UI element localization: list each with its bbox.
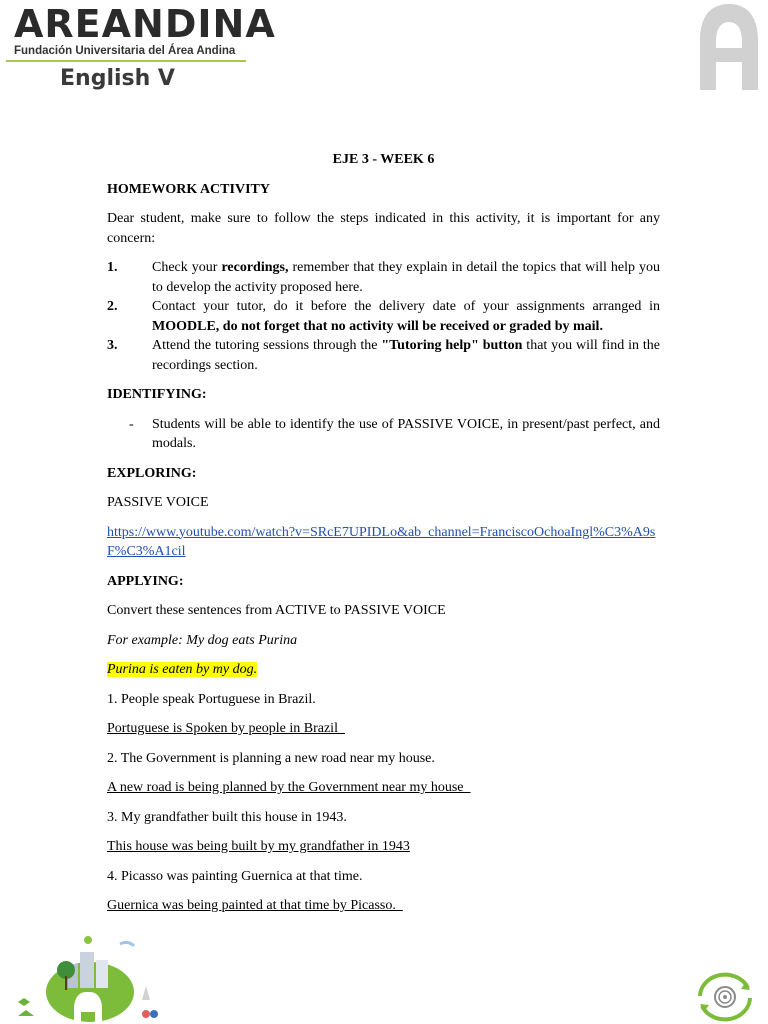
exercise-question: 3. My grandfather built this house in 1943. (107, 809, 347, 825)
step-item (107, 297, 660, 336)
exercise-question: 4. Picasso was painting Guernica at that time. (107, 868, 363, 884)
course-title: English V (60, 66, 175, 91)
steps-list (107, 258, 660, 375)
doc-title: EJE 3 - WEEK 6 (332, 152, 435, 167)
example-answer-highlight: Purina is eaten by my dog. (107, 662, 258, 677)
example-sentence: For example: My dog eats Purina (107, 632, 298, 648)
step-number: 2. (107, 299, 118, 314)
brand-underline (6, 60, 246, 62)
identifying-heading: IDENTIFYING: (107, 387, 207, 402)
exercise-answer: Portuguese is Spoken by people in Brazil (107, 721, 345, 736)
identifying-text: Students will be able to identify the use of PASSIVE VOICE, in present/past perfect, and modals. (152, 416, 660, 451)
fingerprint-cycle-icon (690, 968, 760, 1024)
exercise-answer: This house was being built by my grandfather in 1943 (107, 839, 410, 854)
youtube-video-link[interactable]: https://www.youtube.com/watch?v=SRcE7UPIDLo&ab_channel=FranciscoOchoaIngl%C3%A9sF%C3%A1cil (107, 524, 656, 559)
identifying-bullet (107, 415, 660, 454)
step-text: Contact your tutor, do it before the delivery date of your assignments arranged in MOODLE, do not forget that no activity will be received or graded by mail. (152, 299, 660, 334)
step-item (107, 336, 660, 375)
areandina-corner-emblem (694, 0, 764, 95)
exercise-answer: Guernica was being painted at that time by Picasso. (107, 898, 403, 913)
step-item (107, 258, 660, 297)
exploring-heading: EXPLORING: (107, 465, 197, 481)
homework-heading: HOMEWORK ACTIVITY (107, 181, 270, 197)
brand-name: AREANDINA (14, 2, 276, 46)
exploring-topic: PASSIVE VOICE (107, 495, 209, 510)
exercise-question: 2. The Government is planning a new road near my house. (107, 750, 435, 766)
intro-paragraph: Dear student, make sure to follow the steps indicated in this activity, it is important for any concern: (107, 211, 660, 246)
video-link-paragraph (107, 523, 660, 562)
eco-city-illustration (8, 930, 168, 1024)
exercise-question: 1. People speak Portuguese in Brazil. (107, 691, 316, 707)
step-text: Attend the tutoring sessions through the "Tutoring help" button that you will find in the recordings section. (152, 338, 661, 373)
step-number: 3. (107, 338, 118, 353)
exercise-answer: A new road is being planned by the Government near my house (107, 780, 471, 795)
areandina-logo (6, 2, 276, 62)
bullet-dash: - (129, 416, 134, 432)
applying-heading: APPLYING: (107, 573, 184, 589)
brand-subtitle: Fundación Universitaria del Área Andina (14, 45, 236, 57)
step-number: 1. (107, 260, 118, 275)
instruction-text: Convert these sentences from ACTIVE to PASSIVE VOICE (107, 603, 446, 618)
document-body (107, 150, 660, 916)
step-text: Check your recordings, remember that they explain in detail the topics that will help you to develop the activity proposed here. (152, 260, 660, 295)
